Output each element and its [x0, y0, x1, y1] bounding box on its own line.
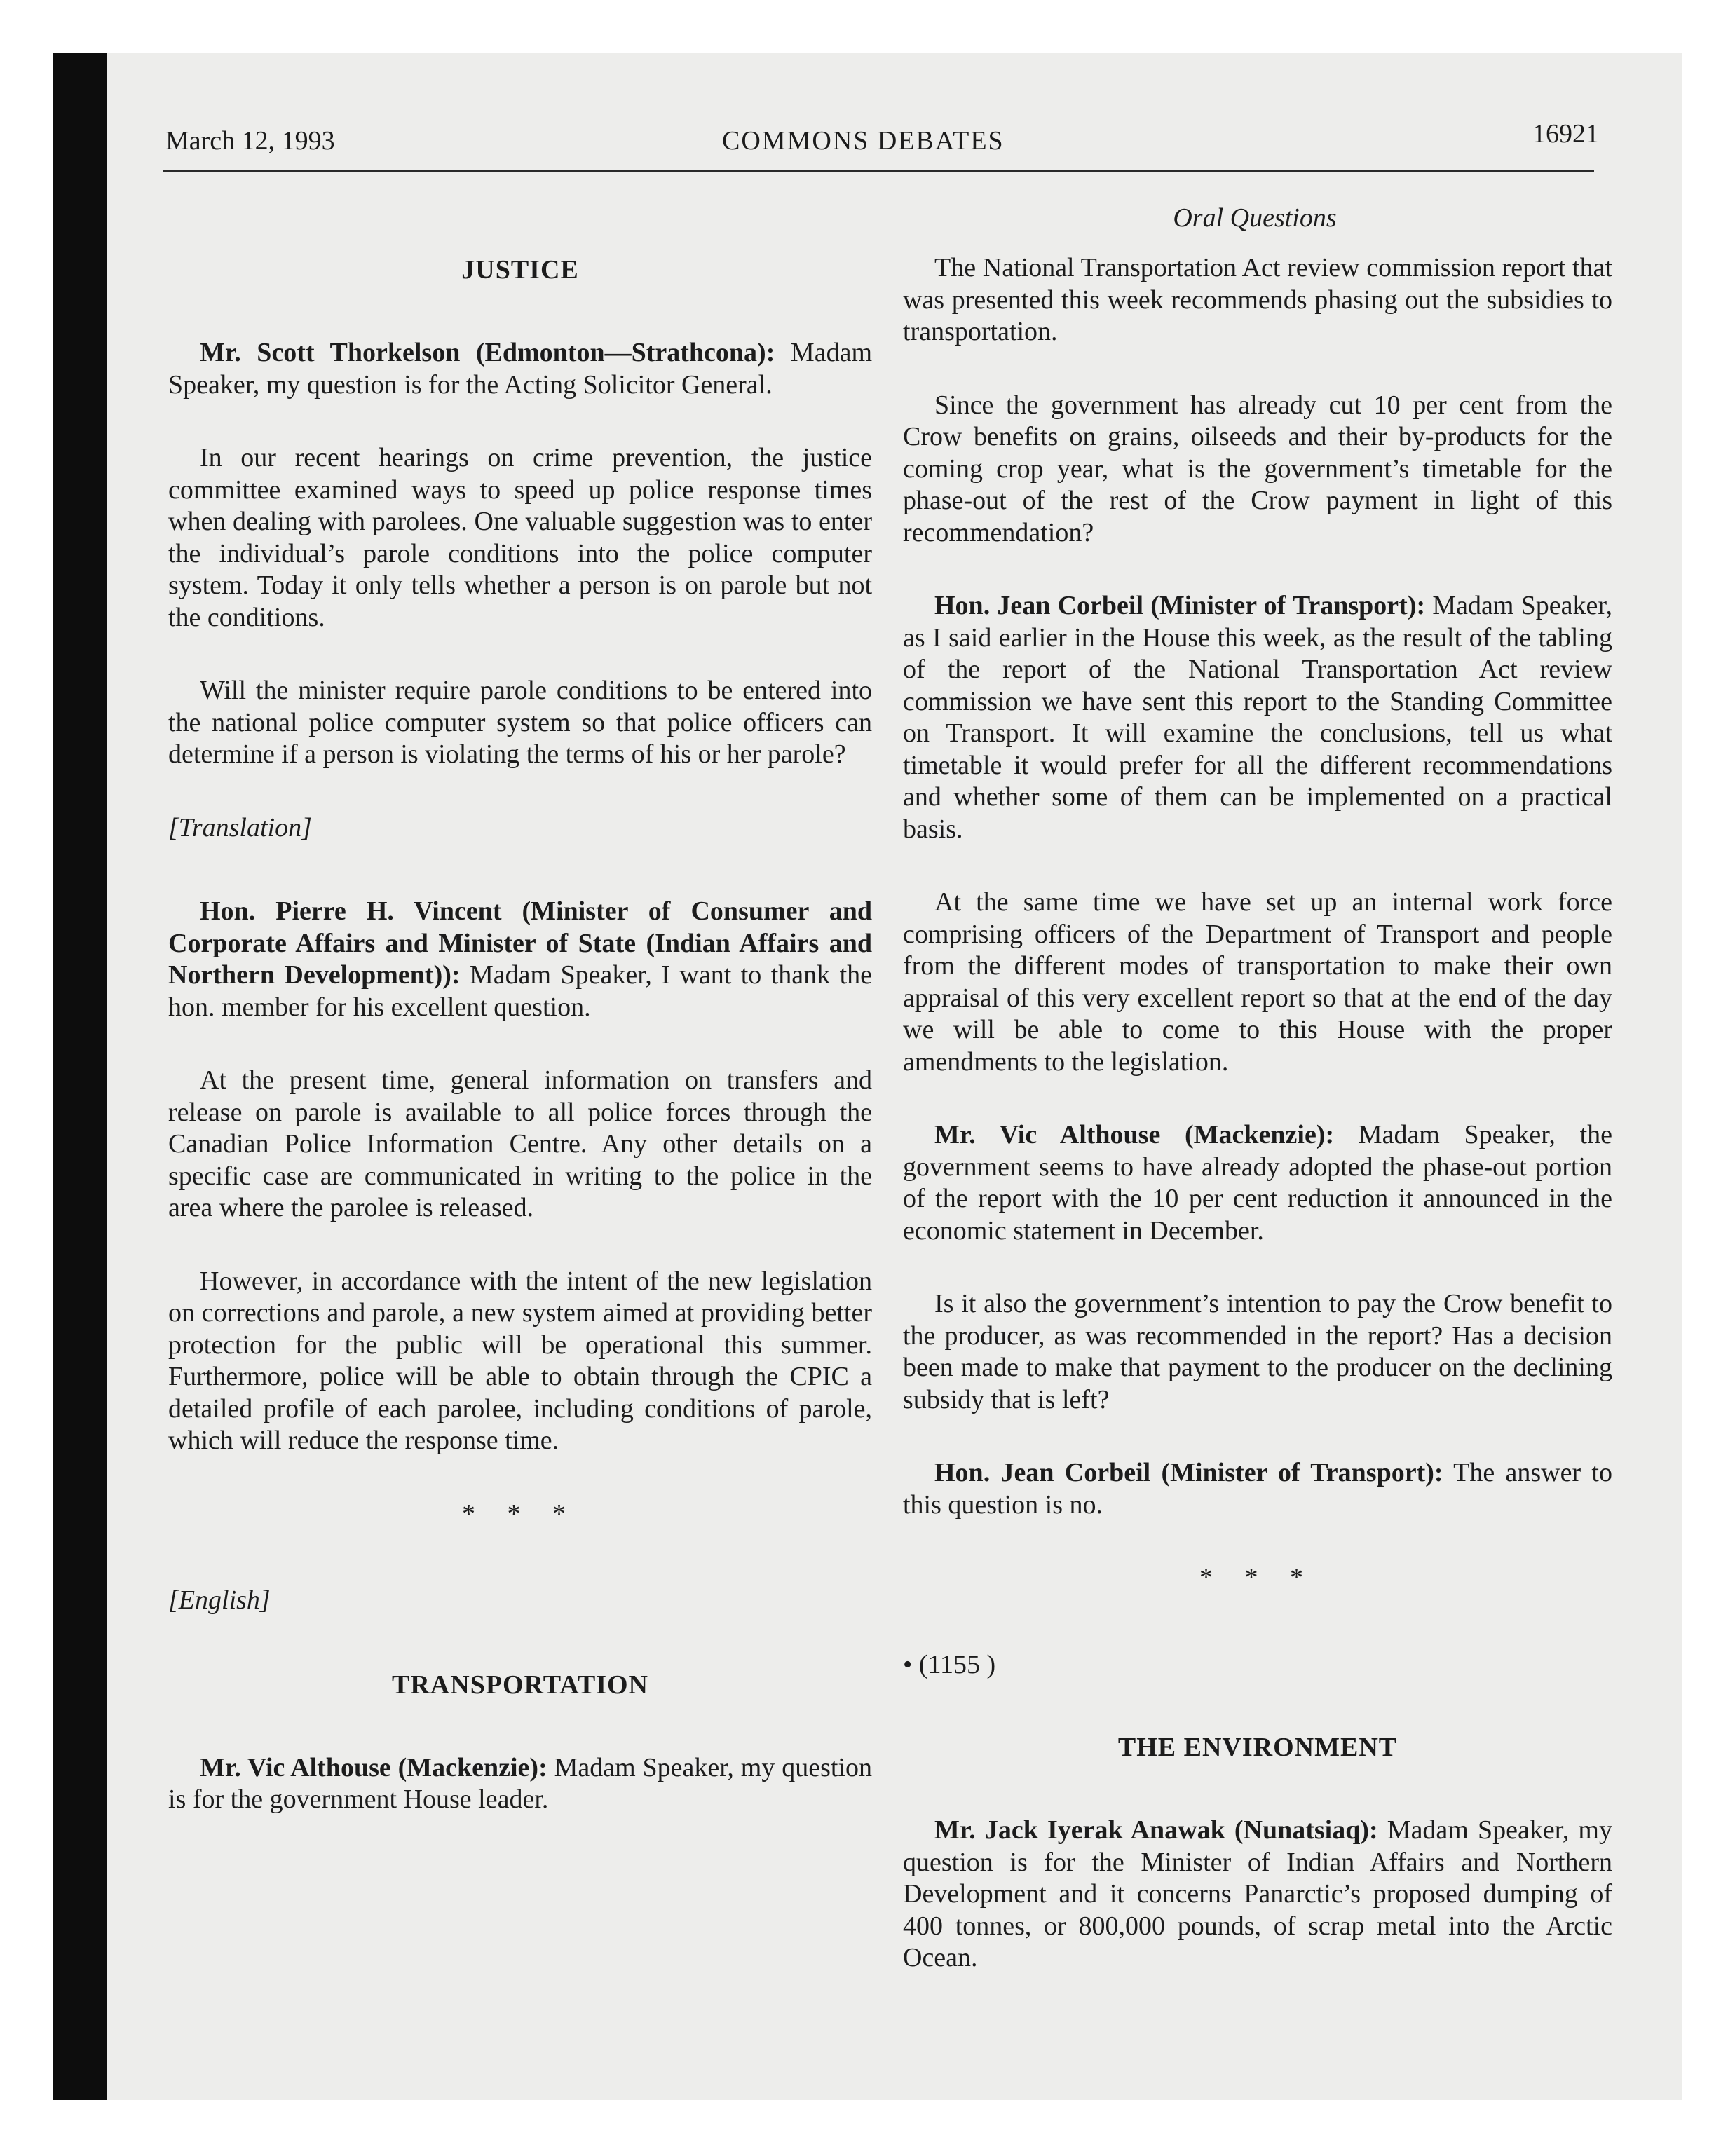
paragraph: [168, 337, 872, 401]
section-separator: * * *: [462, 1499, 578, 1529]
header-date: March 12, 1993: [165, 126, 335, 156]
paragraph: [903, 590, 1612, 845]
paragraph: At the same time we have set up an internal work force comprising officers of the Department of Transport and people from the different modes of transportation to make their own appraisal of this very excellent report so that at the end of the day we will be able to come to this House with the proper amendments to the legislation.: [903, 887, 1612, 1077]
speech-text: Madam Speaker, my question is for the Minister of Indian Affairs and Northern Development and it concerns Panarctic’s proposed dumping of 400 tonnes, or 800,000 pounds, of scrap metal into the Arctic Ocean.: [903, 1815, 1612, 1972]
language-marker: [English]: [168, 1585, 271, 1615]
heading-environment: THE ENVIRONMENT: [1117, 1733, 1398, 1762]
header-rule: [163, 170, 1594, 172]
paragraph: [168, 1752, 872, 1816]
speech-text: Madam Speaker, I want to thank the hon. member for his excellent question.: [168, 960, 872, 1022]
speaker-name: Hon. Jean Corbeil (Minister of Transport):: [934, 1458, 1443, 1487]
speech-text: Madam Speaker, my question is for the government House leader.: [168, 1752, 872, 1814]
speaker-name: Hon. Jean Corbeil (Minister of Transport):: [934, 591, 1426, 620]
english-label: English: [178, 1585, 260, 1615]
speech-text: Madam Speaker, the government seems to have already adopted the phase-out portion of the report with the 10 per cent reduction it announced in the economic statement in December.: [903, 1120, 1612, 1246]
paragraph: In our recent hearings on crime prevention, the justice committee examined ways to speed up police response times when dealing with parolees. One valuable suggestion was to enter the individual’s parole conditions into the police computer system. Today it only tells whether a person is on parole but not the conditions.: [168, 443, 872, 632]
speaker-name: Hon. Pierre H. Vincent (Minister of Consumer and Corporate Affairs and Minister of State (Indian Affairs and Northern Development)):: [168, 896, 872, 990]
speech-text: Madam Speaker, my question is for the Acting Solicitor General.: [168, 338, 873, 400]
speech-text: Madam Speaker, as I said earlier in the House this week, as the result of the tabling of the report of the National Transportation Act review commission we have sent this report to the Standing Committee on Transport. It will examine the conclusions, tell us what timetable it would prefer for all the different recommendations and whether some of them can be implemented on a practical basis.: [903, 591, 1612, 844]
paragraph: [903, 1119, 1612, 1247]
paragraph: The National Transportation Act review commission report that was presented this week recommends phasing out the subsidies to transportation.: [903, 253, 1612, 346]
paragraph: At the present time, general information on transfers and release on parole is available to all police forces through the Canadian Police Information Centre. Any other details on a specific case are communicated in writing to the police in the area where the parolee is released.: [168, 1065, 872, 1222]
page-number: 16921: [1532, 119, 1599, 149]
speaker-name: Mr. Vic Althouse (Mackenzie):: [934, 1120, 1335, 1149]
paragraph: [168, 896, 872, 1023]
paragraph: Will the minister require parole conditions to be entered into the national police computer system so that police officers can determine if a person is violating the terms of his or her parole?: [168, 676, 872, 769]
paragraph: Since the government has already cut 10 per cent from the Crow benefits on grains, oilseeds and their by-products for the coming crop year, what is the government’s timetable for the phase-out of the rest of the Crow payment in light of this recommendation?: [903, 390, 1612, 547]
speaker-name: Mr. Jack Iyerak Anawak (Nunatsiaq):: [934, 1815, 1378, 1845]
speaker-name: Mr. Vic Althouse (Mackenzie):: [200, 1752, 547, 1782]
timestamp: • (1155 ): [903, 1649, 996, 1679]
header-title: COMMONS DEBATES: [722, 126, 1005, 156]
heading-transportation: TRANSPORTATION: [392, 1670, 648, 1700]
heading-justice: JUSTICE: [461, 255, 579, 285]
paragraph: [903, 1457, 1612, 1521]
section-separator: * * *: [1199, 1563, 1316, 1592]
language-marker: [Translation]: [168, 812, 312, 842]
left-column: [168, 254, 872, 1857]
paragraph: [903, 1815, 1612, 1974]
right-column: [903, 252, 1612, 2016]
section-label: Oral Questions: [1173, 203, 1337, 233]
speaker-name: Mr. Scott Thorkelson (Edmonton—Strathcona):: [200, 338, 775, 367]
paragraph: Is it also the government’s intention to pay the Crow benefit to the producer, as was recommended in the report? Has a decision been made to make that payment to the producer on the declining subsidy that is left?: [903, 1289, 1612, 1414]
speech-text: The answer to this question is no.: [903, 1458, 1612, 1520]
translation-label: Translation: [178, 812, 302, 842]
binding-edge: [53, 53, 107, 2100]
paragraph: However, in accordance with the intent of the new legislation on corrections and parole, a new system aimed at providing better protection for the public will be operational this summer. Furthermore, police will be able to obtain through the CPIC a detailed profile of each parolee, including conditions of parole, which will reduce the response time.: [168, 1266, 872, 1455]
